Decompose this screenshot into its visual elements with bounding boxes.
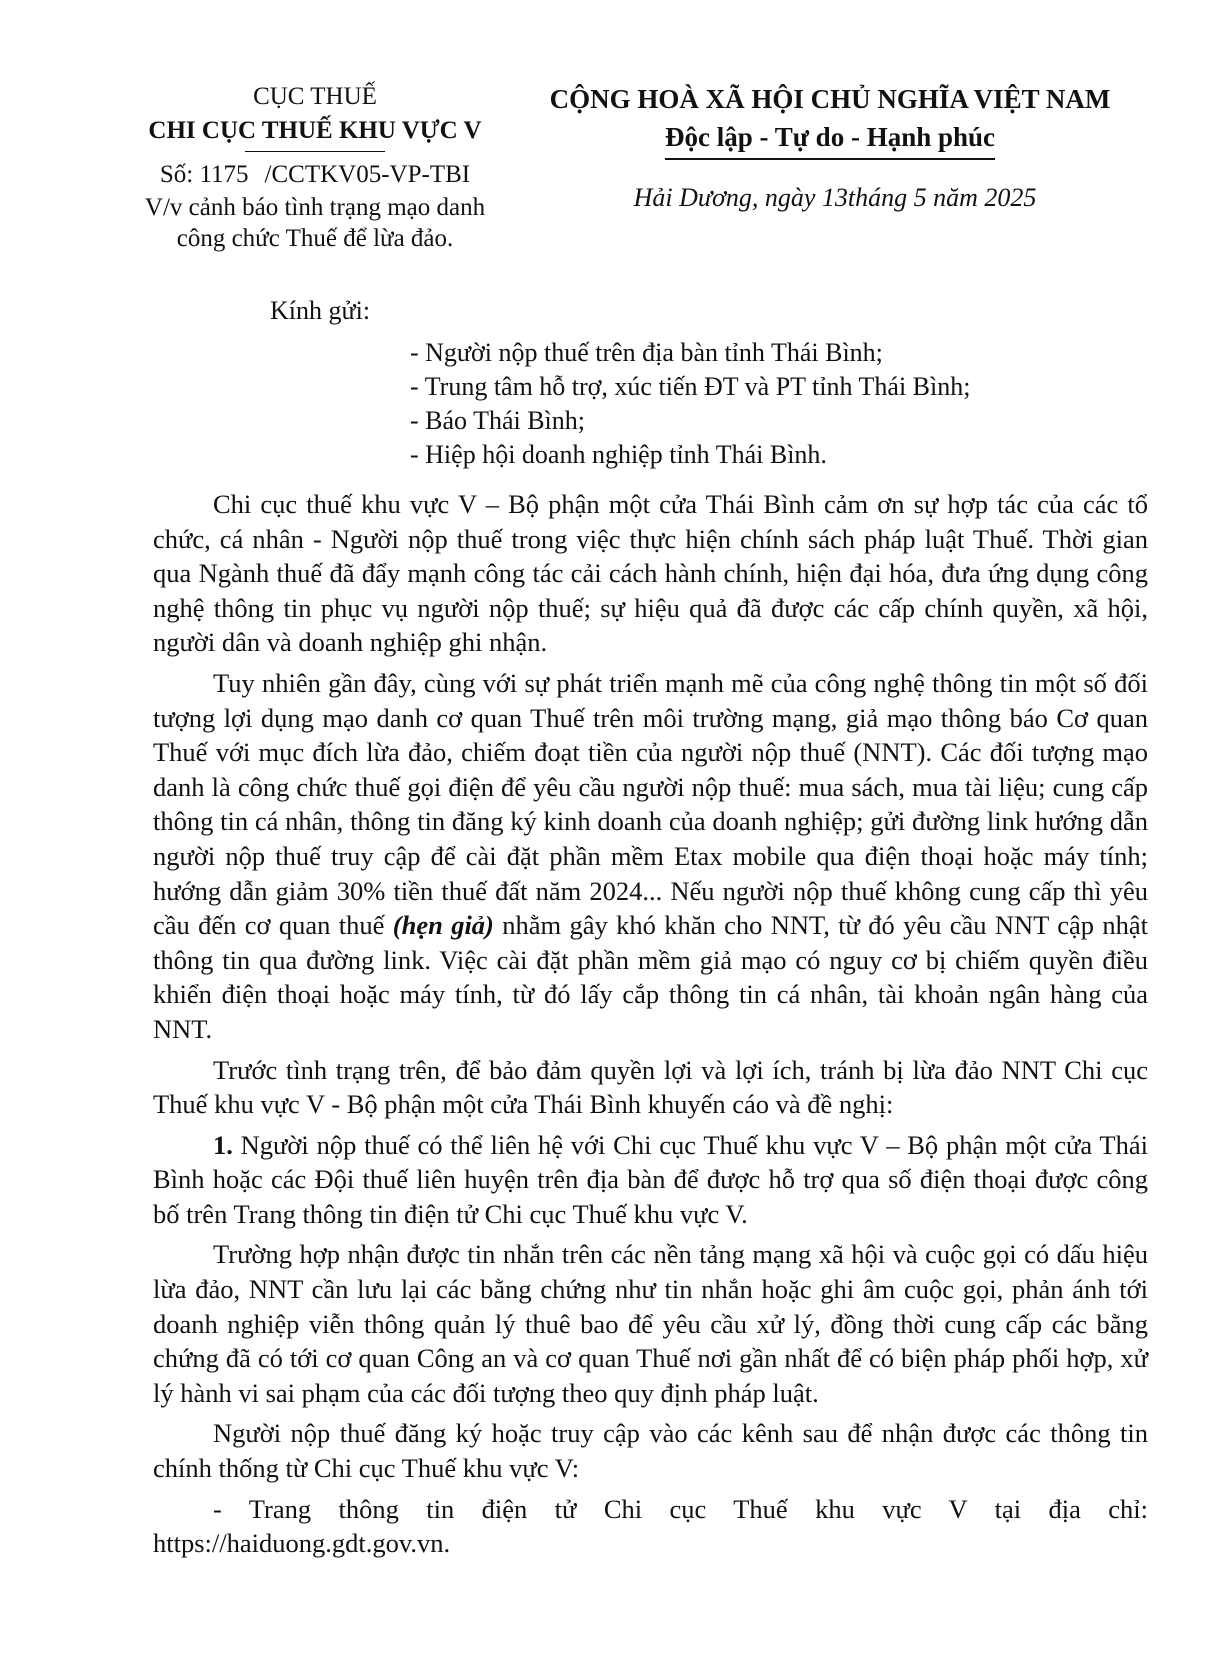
recipient-item: - Trung tâm hỗ trợ, xúc tiến ĐT và PT tỉnh Thái Bình; — [410, 372, 971, 401]
agency-underline — [245, 151, 385, 152]
issuing-agency-block — [115, 80, 515, 254]
agency-name: CHI CỤC THUẾ KHU VỰC V — [148, 117, 482, 144]
parent-agency: CỤC THUẾ — [253, 83, 377, 110]
paragraph-channels: Người nộp thuế đăng ký hoặc truy cập vào các kênh sau để nhận được các thông tin chính thống từ Chi cục Thuế khu vực V: — [153, 1418, 1148, 1484]
paragraph-warning — [153, 666, 1148, 1047]
recipient-item: - Hiệp hội doanh nghiệp tỉnh Thái Bình. — [410, 440, 827, 469]
paragraph-warning-part2: nhằm gây khó khăn cho NNT, từ đó yêu cầu NNT cập nhật thông tin qua đường link. Việc cài đặt phần mềm giả mạo có nguy cơ bị chiếm quyền điều khiển điện thoại hoặc máy tính, từ đó lấy cắp thông tin cá nhân, tài khoản ngân hàng của NNT. — [153, 910, 1149, 1044]
document-number-suffix: /CCTKV05-VP-TBI — [264, 161, 471, 188]
document-number-prefix: Số: 1175 — [159, 161, 249, 188]
salutation: Kính gửi: — [270, 296, 371, 325]
paragraph-recommendation: Trước tình trạng trên, để bảo đảm quyền lợi và lợi ích, tránh bị lừa đảo NNT Chi cục Thuế khu vực V - Bộ phận một cửa Thái Bình khuyến cáo và đề nghị: — [153, 1054, 1148, 1120]
paragraph-intro: Chi cục thuế khu vực V – Bộ phận một cửa Thái Bình cảm ơn sự hợp tác của các tổ chức, cá nhân - Người nộp thuế trong việc thực hiện chính sách pháp luật Thuế. Thời gian qua Ngành thuế đã đẩy mạnh công tác cải cách hành chính, hiện đại hóa, đưa ứng dụng công nghệ thông tin phục vụ người nộp thuế; sự hiệu quả đã được các cấp chính quyền, xã hội, người dân và doanh nghiệp ghi nhận. — [153, 489, 1148, 658]
document-number — [115, 158, 515, 192]
recipient-item: - Báo Thái Bình; — [410, 406, 586, 435]
paragraph-item-1 — [153, 1128, 1148, 1232]
paragraph-report-fraud: Trường hợp nhận được tin nhắn trên các nền tảng mạng xã hội và cuộc gọi có dấu hiệu lừa đảo, NNT cần lưu lại các bằng chứng như tin nhắn hoặc ghi âm cuộc gọi, phản ánh tới doanh nghiệp viễn thông quản lý thuê bao để yêu cầu xử lý, đồng thời cung cấp các bằng chứng đã có tới cơ quan Công an và cơ quan Thuế nơi gần nhất để có biện pháp phối hợp, xử lý hành vi sai phạm của các đối tượng theo quy định pháp luật. — [153, 1239, 1148, 1408]
national-header-block — [530, 80, 1130, 160]
item-1-text: Người nộp thuế có thể liên hệ với Chi cục Thuế khu vực V – Bộ phận một cửa Thái Bình hoặc các Đội thuế liên huyện trên địa bàn để được hỗ trợ qua số điện thoại được công bố trên Trang thông tin điện tử Chi cục Thuế khu vực V. — [153, 1129, 1148, 1229]
subject-line-2: công chức Thuế để lừa đảo. — [176, 225, 454, 252]
paragraph-warning-part1: Tuy nhiên gần đây, cùng với sự phát triển mạnh mẽ của công nghệ thông tin một số đối tượng lợi dụng mạo danh cơ quan Thuế trên môi trường mạng, giả mạo thông báo Cơ quan Thuế với mục đích lừa đảo, chiếm đoạt tiền của người nộp thuế (NNT). Các đối tượng mạo danh là công chức thuế gọi điện để yêu cầu người nộp thuế: mua sách, mua tài liệu; cung cấp thông tin cá nhân, thông tin đăng ký kinh doanh của doanh nghiệp; gửi đường link hướng dẫn người nộp thuế truy cập để cài đặt phần mềm Etax mobile qua điện thoại hoặc máy tính; hướng dẫn giảm 30% tiền thuế đất năm 2024... Nếu người nộp thuế không cung cấp thì yêu cầu đến cơ quan thuế — [153, 667, 1148, 941]
national-motto: Độc lập - Tự do - Hạnh phúc — [665, 118, 995, 160]
paragraph-website: - Trang thông tin điện tử Chi cục Thuế khu vực V tại địa chỉ: https://haiduong.gdt.gov.vn. — [153, 1493, 1148, 1559]
letter-body — [153, 487, 1148, 1567]
recipient-list — [410, 336, 970, 472]
country-name: CỘNG HOÀ XÃ HỘI CHỦ NGHĨA VIỆT NAM — [549, 84, 1111, 114]
dateline: Hải Dương, ngày 13tháng 5 năm 2025 — [633, 183, 1037, 212]
recipients-block — [270, 294, 970, 472]
recipient-item: - Người nộp thuế trên địa bàn tỉnh Thái Bình; — [410, 338, 883, 367]
fake-appointment-emphasis: (hẹn giả) — [392, 910, 494, 941]
item-number: 1. — [213, 1129, 233, 1160]
subject-line-1: V/v cảnh báo tình trạng mạo danh — [144, 194, 486, 221]
